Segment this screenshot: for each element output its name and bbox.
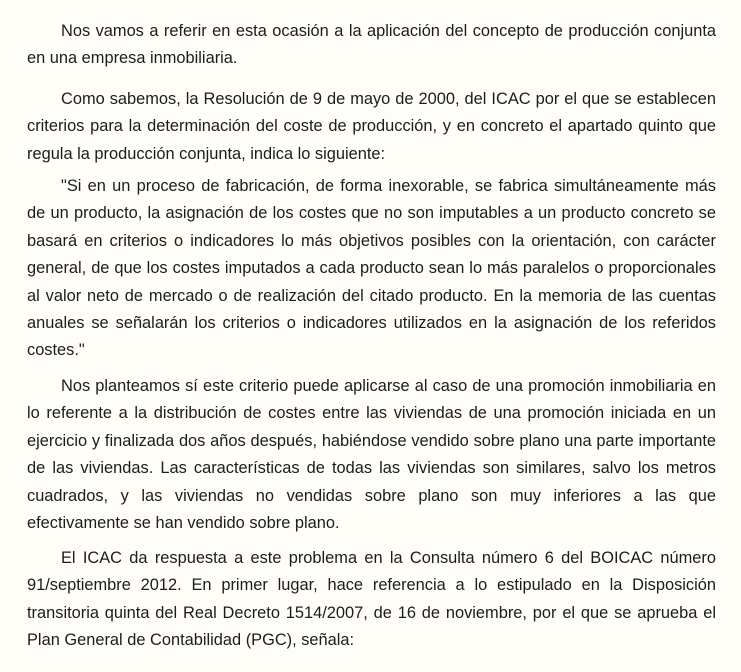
paragraph-quote: "Si en un proceso de fabricación, de forma inexorable, se fabrica simultáneamente más de un producto, la asignación de los costes que no son imputables a un producto concreto se basará en criterios o indicadores lo más objetivos posibles con la orientación, con carácter general, de que los costes imputados a cada producto sean lo más paralelos o proporcionales al valor neto de mercado o de realización del citado producto. En la memoria de las cuentas anuales se señalarán los criterios o indicadores utilizados en la asignación de los referidos costes." [27,177,716,360]
paragraph-intro: Nos vamos a referir en esta ocasión a la aplicación del concepto de producción conjunta en una empresa inmobiliaria. [27,22,716,68]
paragraph-resolution: Como sabemos, la Resolución de 9 de mayo de 2000, del ICAC por el que se establecen criterios para la determinación del coste de producción, y en concreto el apartado quinto que regula la producción conjunta, indica lo siguiente: [27,90,716,163]
paragraph-icac-answer: El ICAC da respuesta a este problema en la Consulta número 6 del BOICAC número 91/septiembre 2012. En primer lugar, hace referencia a lo estipulado en la Disposición transitoria quinta del Real Decreto 1514/2007, de 16 de noviembre, por el que se aprueba el Plan General de Contabilidad (PGC), señala: [27,549,716,650]
paragraph-question: Nos planteamos sí este criterio puede aplicarse al caso de una promoción inmobiliaria en lo referente a la distribución de costes entre las viviendas de una promoción iniciada en un ejercicio y finalizada dos años después, habiéndose vendido sobre plano una parte importante de las viviendas. Las características de todas las viviendas son similares, salvo los metros cuadrados, y las viviendas no vendidas sobre plano son muy inferiores a las que efectivamente se han vendido sobre plano. [27,377,716,533]
